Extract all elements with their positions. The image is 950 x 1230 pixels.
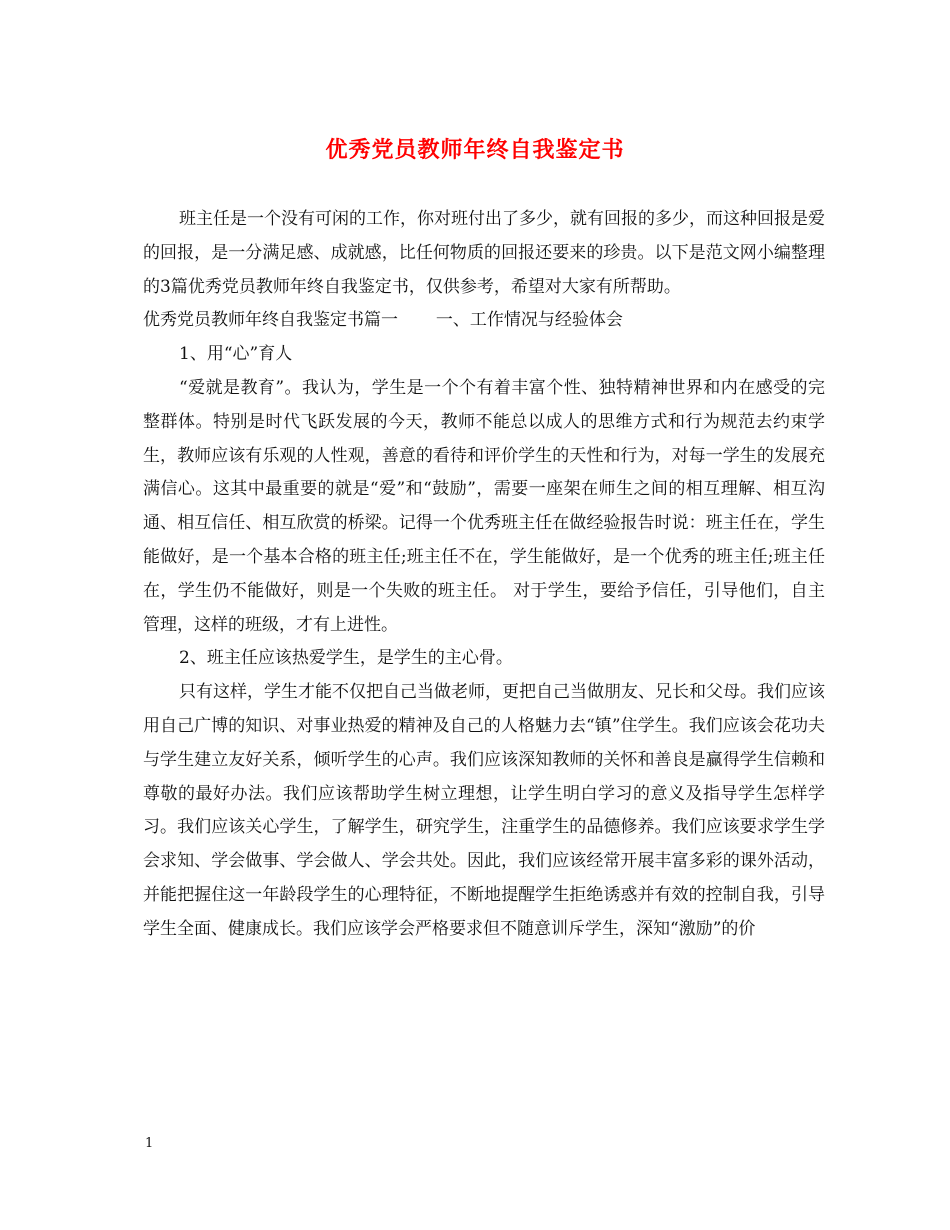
paragraph-student-relations: 只有这样，学生才能不仅把自己当做老师，更把自己当做朋友、兄长和父母。我们应该用自己广博的知识、对事业热爱的精神及自己的人格魅力去“镇”住学生。我们应该会花功夫与学生建立友好关系，倾听学生的心声。我们应该深知教师的关怀和善良是赢得学生信赖和尊敬的最好办法。我们应该帮助学生树立理想，让学生明白学习的意义及指导学生怎样学习。我们应该关心学生，了解学生，研究学生，注重学生的品德修养。我们应该要求学生学会求知、学会做事、学会做人、学会共处。因此，我们应该经常开展丰富多彩的课外活动，并能把握住这一年龄段学生的心理特征，不断地提醒学生拒绝诱惑并有效的控制自我，引导学生全面、健康成长。我们应该学会严格要求但不随意训斥学生，深知“激励”的价	[143, 682, 825, 939]
subheading-1: 1、用“心”育人	[179, 344, 293, 365]
section-heading: 优秀党员教师年终自我鉴定书篇一 一、工作情况与经验体会	[143, 310, 623, 331]
subheading-2: 2、班主任应该热爱学生，是学生的主心骨。	[179, 648, 513, 669]
page-number: 1	[145, 1136, 154, 1151]
document-title: 优秀党员教师年终自我鉴定书	[325, 137, 625, 163]
document-body	[143, 203, 825, 947]
paragraph-intro: 班主任是一个没有可闲的工作，你对班付出了多少，就有回报的多少，而这种回报是爱的回报，是一分满足感、成就感，比任何物质的回报还要来的珍贵。以下是范文网小编整理的3篇优秀党员教师年终自我鉴定书，仅供参考，希望对大家有所帮助。	[143, 209, 825, 297]
paragraph-love-education: “爱就是教育”。我认为，学生是一个个有着丰富个性、独特精神世界和内在感受的完整群体。特别是时代飞跃发展的今天，教师不能总以成人的思维方式和行为规范去约束学生，教师应该有乐观的人性观，善意的看待和评价学生的天性和行为，对每一学生的发展充满信心。这其中最重要的就是“爱”和“鼓励”，需要一座架在师生之间的相互理解、相互沟通、相互信任、相互欣赏的桥梁。记得一个优秀班主任在做经验报告时说：班主任在，学生能做好，是一个基本合格的班主任;班主任不在，学生能做好，是一个优秀的班主任;班主任在，学生仍不能做好，则是一个失败的班主任。 对于学生，要给予信任，引导他们，自主管理，这样的班级，才有上进性。	[143, 377, 825, 635]
